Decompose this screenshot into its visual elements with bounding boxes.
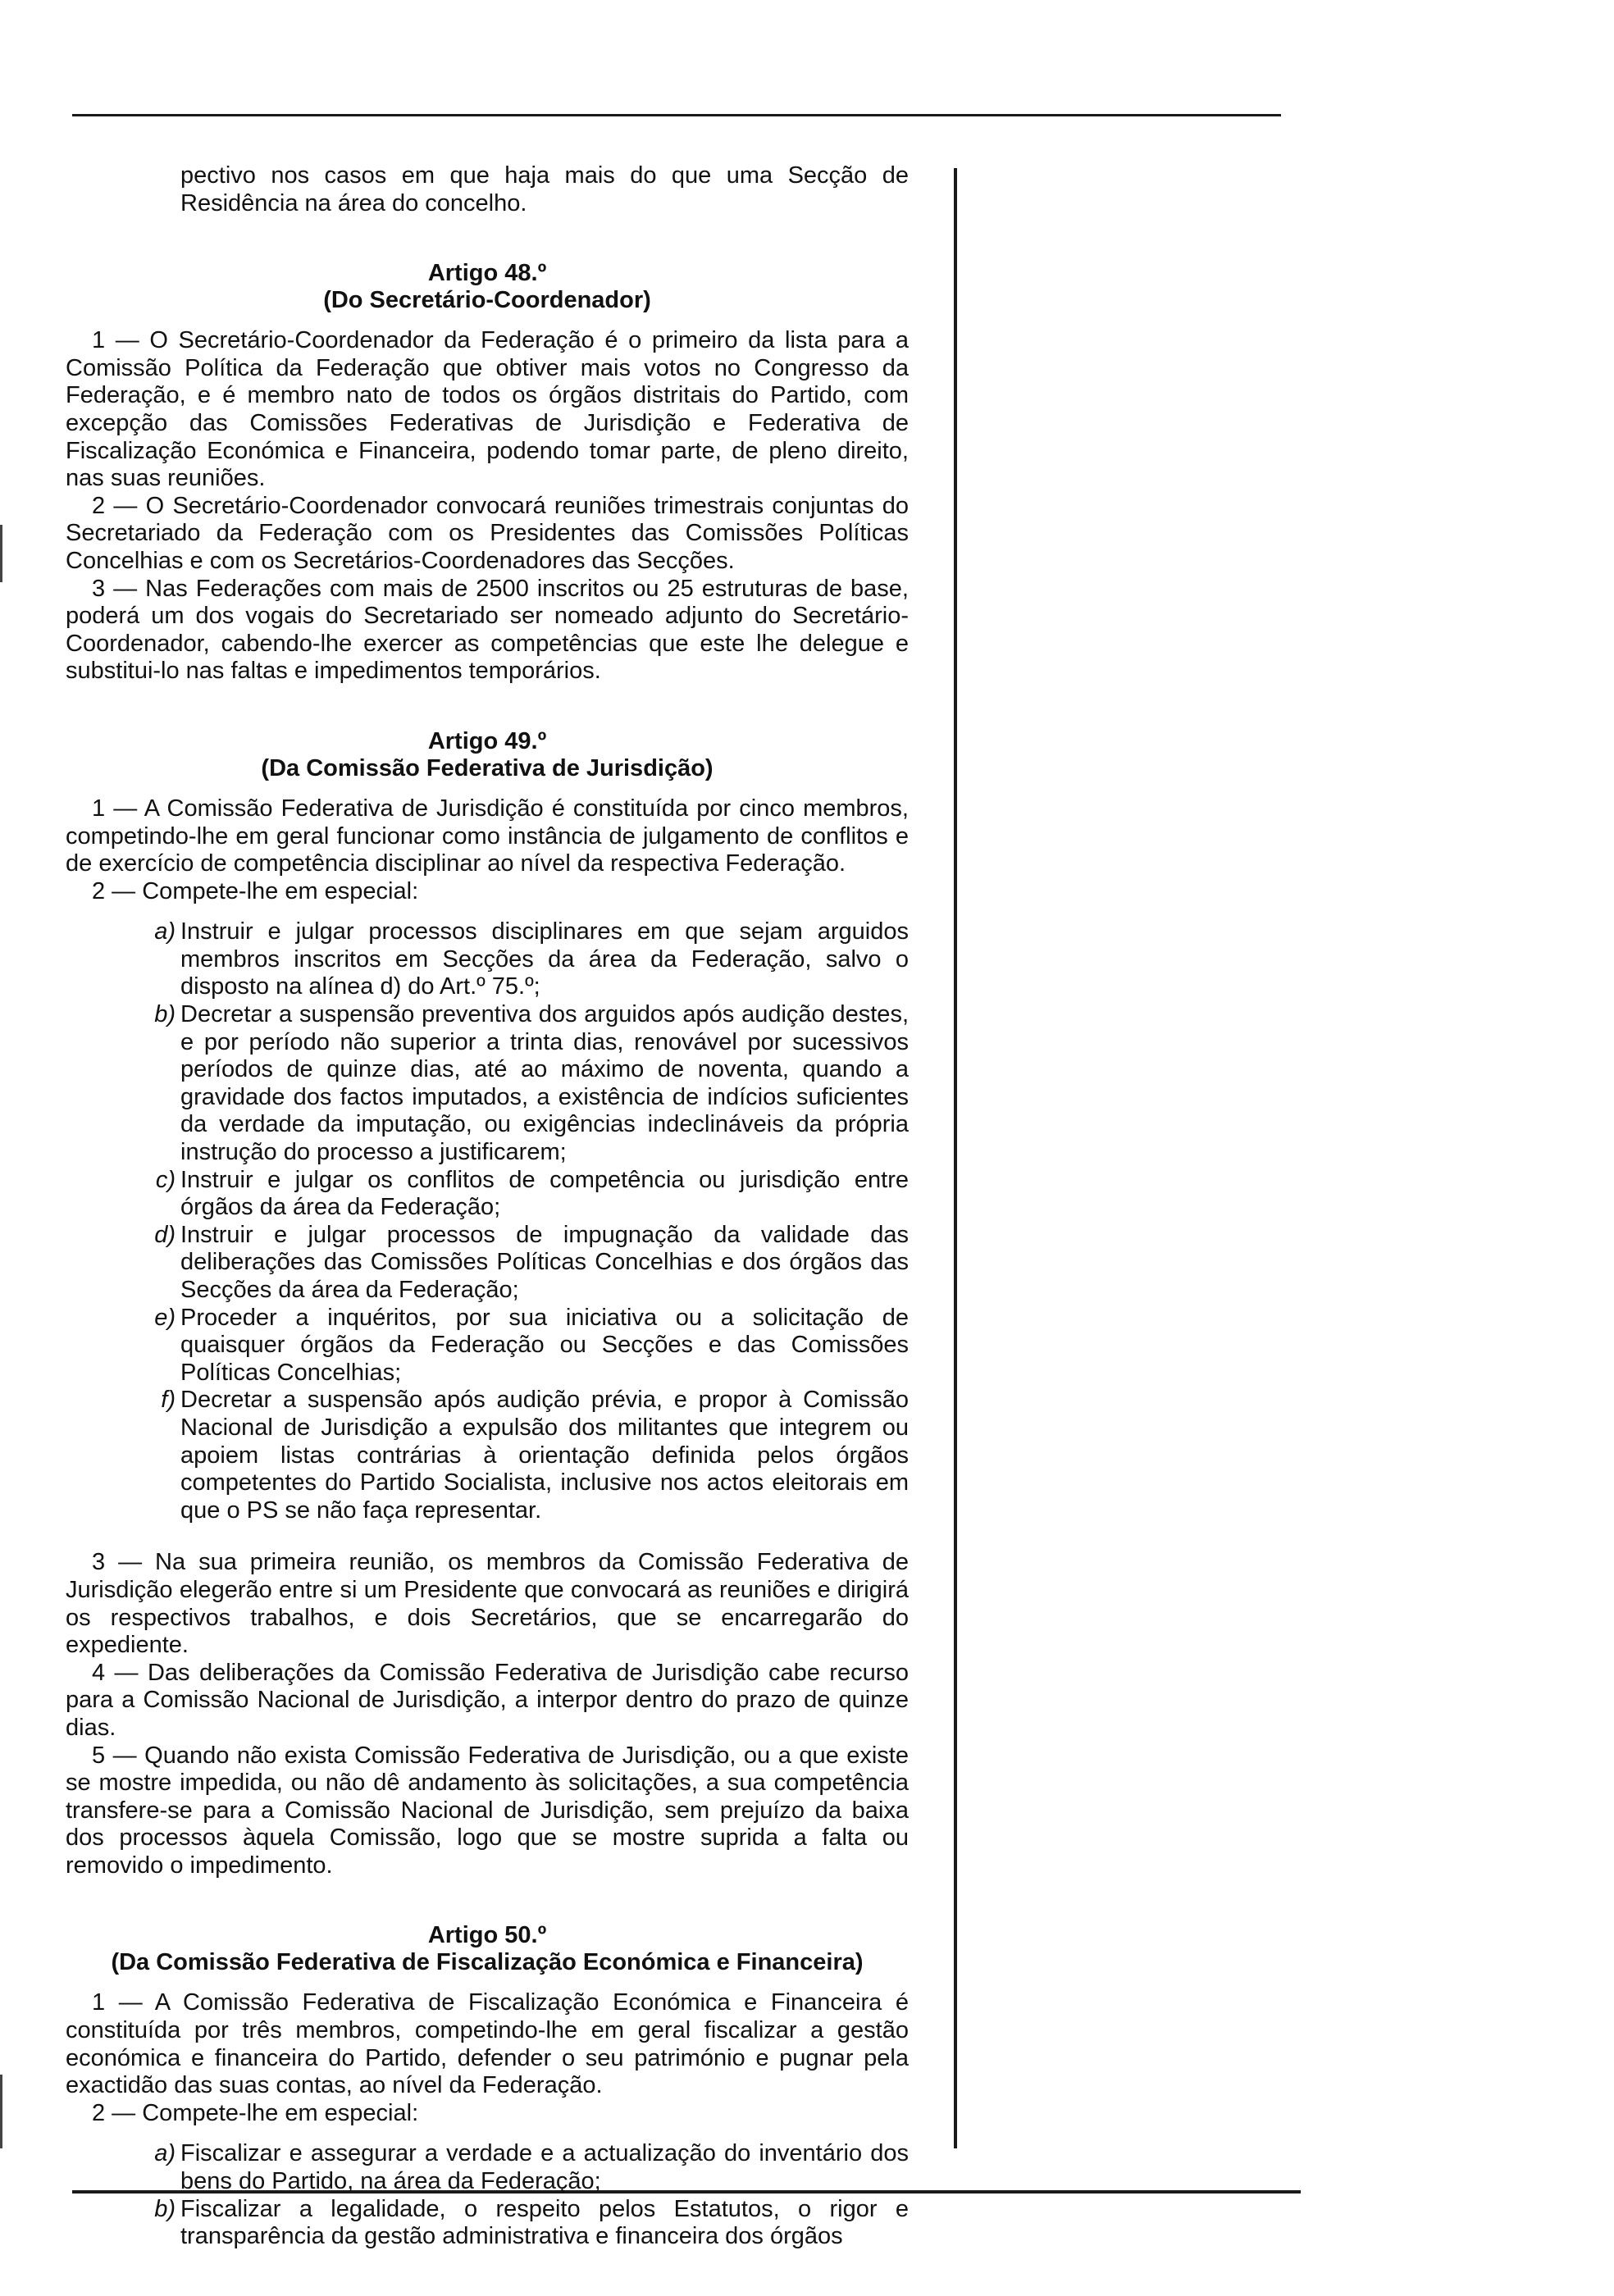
alinea-mark: c) — [155, 1166, 176, 1193]
paragraph: 2 — Compete-lhe em especial: — [92, 2099, 419, 2126]
alinea-mark: b) — [154, 1001, 176, 1028]
alinea-item — [154, 2140, 909, 2195]
article-title: (Da Comissão Federativa de Fiscalização Económica e Financeira) — [111, 1949, 864, 1976]
paragraph: 1 — O Secretário-Coordenador da Federação é o primeiro da lista para a Comissão Política da Federação que obtiver mais votos no Congresso da Federação, e é membro nato de todos os órgãos distritais do Partido, com excepção das Comissões Federativas de Jurisdição e Federativa de Fiscalização Económica e Financeira, podendo tomar parte, de pleno direito, nas suas reuniões. — [66, 327, 909, 492]
column-divider — [954, 168, 957, 2148]
paragraph: 2 — Compete-lhe em especial: — [92, 877, 419, 904]
top-rule — [72, 114, 1281, 116]
alinea-text: Decretar a suspensão preventiva dos arguidos após audição destes, e por período não superior a trinta dias, renovável por sucessivos períodos de quinze dias, até ao máximo de noventa, quando a gravidade dos factos imputados, a existência de indícios suficientes da verdade da imputação, ou exigências indeclináveis da própria instrução do processo a justificarem; — [180, 1001, 909, 1166]
alinea-mark: a) — [154, 918, 176, 945]
paragraph: 1 — A Comissão Federativa de Fiscalização Económica e Financeira é constituída por três membros, competindo-lhe em geral fiscalizar a gestão económica e financeira do Partido, defender o seu património e pugnar pela exactidão das suas contas, ao nível da Federação. — [66, 1989, 909, 2099]
alinea-text: Fiscalizar a legalidade, o respeito pelos Estatutos, o rigor e transparência da gestão administrativa e financeira dos órgãos — [180, 2195, 909, 2250]
scan-edge-mark — [0, 2075, 2, 2148]
alinea-item — [154, 2195, 909, 2251]
alinea-text: Decretar a suspensão após audição prévia, e propor à Comissão Nacional de Jurisdição a expulsão dos militantes que integrem ou apoiem listas contrárias à orientação definida pelos órgãos competentes do Partido Socialista, inclusive nos actos eleitorais em que o PS se não faça representar. — [180, 1387, 909, 1524]
article-title: (Da Comissão Federativa de Jurisdição) — [261, 754, 714, 781]
alinea-mark: a) — [154, 2140, 176, 2167]
opening-paragraph: pectivo nos casos em que haja mais do que uma Secção de Residência na área do concelho. — [180, 162, 909, 216]
article-50 — [66, 1922, 909, 2250]
scan-edge-mark — [0, 525, 2, 582]
article-heading — [66, 728, 909, 782]
alinea-item — [154, 918, 909, 1001]
paragraph: 5 — Quando não exista Comissão Federativa de Jurisdição, ou a que existe se mostre impedida, ou não dê andamento às solicitações, a sua competência transfere-se para a Comissão Nacional de Jurisdição, sem prejuízo da baixa dos processos àquela Comissão, logo que se mostre suprida a falta ou removido o impedimento. — [66, 1742, 909, 1879]
alinea-item — [161, 1387, 909, 1524]
article-title: (Do Secretário-Coordenador) — [323, 287, 651, 314]
alinea-list — [154, 918, 909, 1524]
alinea-mark: d) — [154, 1221, 176, 1248]
alinea-mark: f) — [161, 1387, 176, 1414]
paragraph: 4 — Das deliberações da Comissão Federativa de Jurisdição cabe recurso para a Comissão Nacional de Jurisdição, a interpor dentro do prazo de quinze dias. — [66, 1659, 909, 1741]
alinea-mark: e) — [154, 1304, 176, 1331]
article-heading — [66, 1922, 909, 1976]
alinea-text: Proceder a inquéritos, por sua iniciativa ou a solicitação de quaisquer órgãos da Federação ou Secções e das Comissões Políticas Concelhias; — [180, 1304, 909, 1386]
article-heading — [66, 260, 909, 314]
alinea-text: Instruir e julgar processos disciplinares em que sejam arguidos membros inscritos em Secções da área da Federação, salvo o disposto na alínea d) do Art.º 75.º; — [180, 918, 909, 1000]
article-49 — [66, 728, 909, 1880]
article-48 — [66, 260, 909, 686]
text-column — [66, 162, 909, 2251]
alinea-item — [155, 1166, 909, 1222]
alinea-mark: b) — [154, 2195, 176, 2222]
article-number: Artigo 49.º — [427, 727, 547, 754]
paragraph: 3 — Na sua primeira reunião, os membros da Comissão Federativa de Jurisdição elegerão entre si um Presidente que convocará as reuniões e dirigirá os respectivos trabalhos, e dois Secretários, que se encarregarão do expediente. — [66, 1549, 909, 1659]
alinea-text: Instruir e julgar processos de impugnação da validade das deliberações das Comissões Políticas Concelhias e dos órgãos das Secções da área da Federação; — [180, 1221, 909, 1303]
alinea-item — [154, 1221, 909, 1305]
paragraph: 2 — O Secretário-Coordenador convocará reuniões trimestrais conjuntas do Secretariado da Federação com os Presidentes das Comissões Políticas Concelhias e com os Secretários-Coordenadores das Secções. — [66, 492, 909, 574]
alinea-text: Fiscalizar e assegurar a verdade e a actualização do inventário dos bens do Partido, na área da Federação; — [180, 2140, 909, 2195]
alinea-item — [154, 1001, 909, 1167]
article-number: Artigo 48.º — [427, 260, 547, 287]
paragraph: 1 — A Comissão Federativa de Jurisdição é constituída por cinco membros, competindo-lhe em geral funcionar como instância de julgamento de conflitos e de exercício de competência disciplinar ao nível da respectiva Federação. — [66, 795, 909, 877]
alinea-text: Instruir e julgar os conflitos de competência ou jurisdição entre órgãos da área da Federação; — [180, 1166, 909, 1221]
alinea-list — [154, 2140, 909, 2250]
alinea-item — [154, 1304, 909, 1387]
article-number: Artigo 50.º — [427, 1922, 547, 1949]
paragraph: 3 — Nas Federações com mais de 2500 inscritos ou 25 estruturas de base, poderá um dos vogais do Secretariado ser nomeado adjunto do Secretário-Coordenador, cabendo-lhe exercer as competências que este lhe delegue e substitui-lo nas faltas e impedimentos temporários. — [66, 575, 909, 685]
